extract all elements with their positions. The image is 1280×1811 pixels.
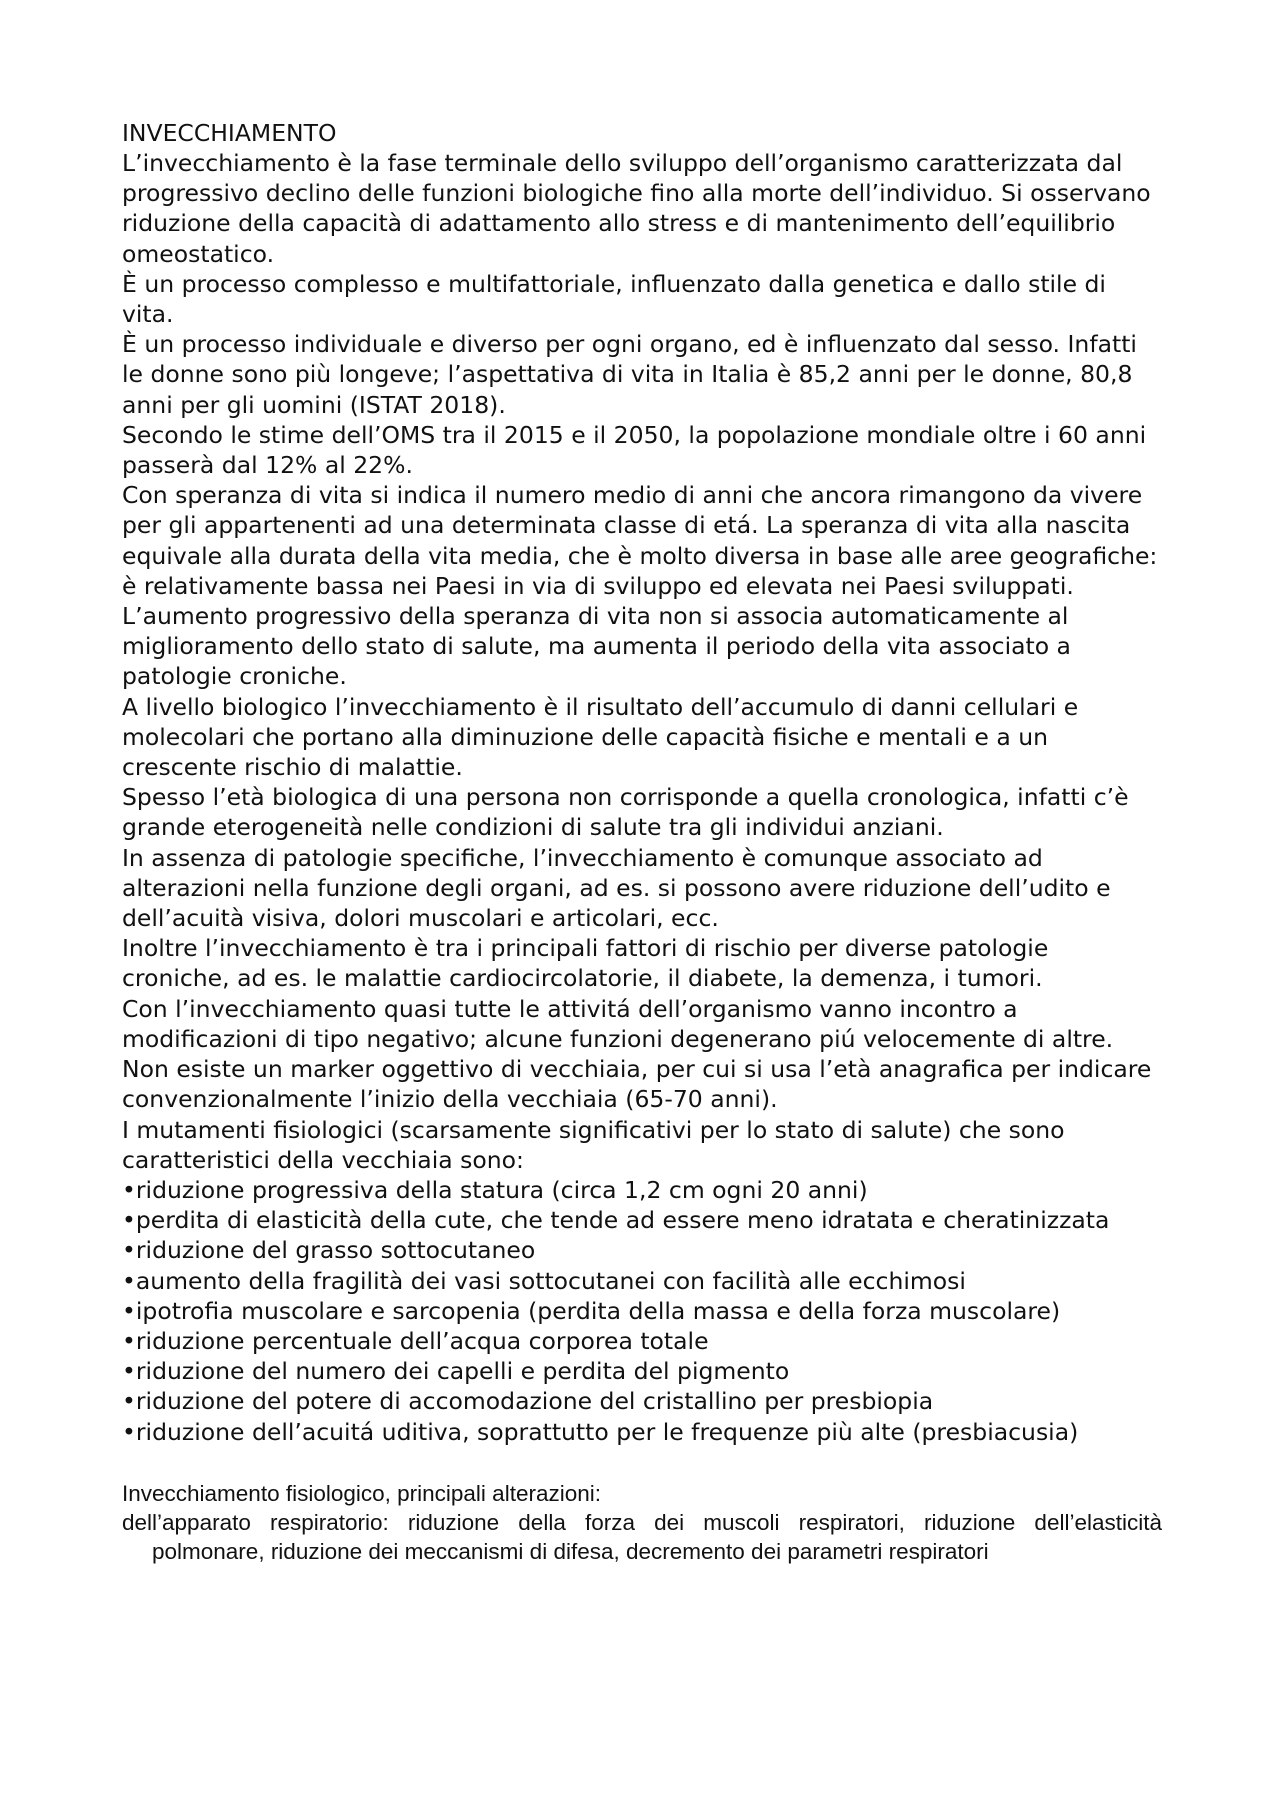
document-title: INVECCHIAMENTO — [122, 119, 337, 147]
list-item — [122, 1356, 1162, 1386]
paragraph: È un processo complesso e multifattoriale, influenzato dalla genetica e dallo stile di vita. — [122, 269, 1106, 329]
list-item-text: riduzione percentuale dell’acqua corporea totale — [135, 1326, 709, 1355]
list-item-text: riduzione progressiva della statura (circa 1,2 cm ogni 20 anni) — [135, 1175, 868, 1204]
list-item — [122, 1175, 1162, 1205]
list-item-text: riduzione del numero dei capelli e perdita del pigmento — [135, 1357, 790, 1386]
list-item-text: riduzione del grasso sottocutaneo — [135, 1236, 536, 1265]
document-page — [122, 118, 1162, 1566]
list-item-text: ipotrofia muscolare e sarcopenia (perdita della massa e della forza muscolare) — [135, 1296, 1061, 1325]
paragraph: I mutamenti fisiologici (scarsamente significativi per lo stato di salute) che sono caratteristici della vecchiaia sono: — [122, 1115, 1065, 1174]
paragraph: L’invecchiamento è la fase terminale dello sviluppo dell’organismo caratterizzata dal progressivo declino delle funzioni biologiche fino alla morte dell’individuo. Si osservano riduzione della capacità di adattamento allo stress e di mantenimento dell’equilibrio omeostatico. — [122, 149, 1151, 268]
list-item-text: aumento della fragilità dei vasi sottocutanei con facilità alle ecchimosi — [135, 1266, 966, 1295]
paragraph: Secondo le stime dell’OMS tra il 2015 e il 2050, la popolazione mondiale oltre i 60 anni passerà dal 12% al 22%. — [122, 420, 1147, 480]
respiratory-item: dell’apparato respiratorio: riduzione della forza dei muscoli respiratori, riduzione dell’elasticità polmonare, riduzione dei meccanismi di difesa, decremento dei parametri respiratori — [122, 1509, 1162, 1564]
section-heading: Invecchiamento fisiologico, principali alterazioni: — [122, 1480, 601, 1506]
paragraph: Inoltre l’invecchiamento è tra i principali fattori di rischio per diverse patologie croniche, ad es. le malattie cardiocircolatorie, il diabete, la demenza, i tumori. — [122, 934, 1049, 993]
paragraph: Con l’invecchiamento quasi tutte le attivitá dell’organismo vanno incontro a modificazioni di tipo negativo; alcune funzioni degenerano piú velocemente di altre. Non esiste un marker oggettivo di vecchiaia, per cui si usa l’età anagrafica per indicare convenzionalmente l’inizio della vecchiaia (65-70 anni). — [122, 994, 1152, 1114]
paragraph: Con speranza di vita si indica il numero medio di anni che ancora rimangono da vivere per gli appartenenti ad una determinata classe di etá. La speranza di vita alla nascita equivale alla durata della vita media, che è molto diversa in base alle aree geografiche: è relativamente bassa nei Paesi in via di sviluppo ed elevata nei Paesi sviluppati. — [122, 481, 1158, 600]
list-item — [122, 1205, 1162, 1235]
list-item-text: riduzione del potere di accomodazione del cristallino per presbiopia — [135, 1387, 934, 1416]
paragraph: In assenza di patologie specifiche, l’invecchiamento è comunque associato ad alterazioni nella funzione degli organi, ad es. si possono avere riduzione dell’udito e dell’acuità visiva, dolori muscolari e articolari, ecc. — [122, 843, 1111, 933]
list-item — [122, 1417, 1162, 1447]
paragraph: Spesso l’età biologica di una persona non corrisponde a quella cronologica, infatti c’è grande eterogeneità nelle condizioni di salute tra gli individui anziani. — [122, 783, 1129, 842]
list-item — [122, 1266, 1162, 1296]
bullet-list — [122, 1175, 1162, 1447]
list-item — [122, 1235, 1162, 1265]
document-body — [122, 148, 1162, 1447]
paragraph: È un processo individuale e diverso per ogni organo, ed è influenzato dal sesso. Infatti le donne sono più longeve; l’aspettativa di vita in Italia è 85,2 anni per le donne, 80,8 anni per gli uomini (ISTAT 2018). — [122, 330, 1137, 419]
list-item-text: perdita di elasticità della cute, che tende ad essere meno idratata e cheratinizzata — [135, 1206, 1110, 1235]
paragraph: A livello biologico l’invecchiamento è il risultato dell’accumulo di danni cellulari e molecolari che portano alla diminuzione delle capacità fisiche e mentali e a un crescente rischio di malattie. — [122, 692, 1079, 782]
list-item — [122, 1386, 1162, 1416]
list-item — [122, 1296, 1162, 1326]
paragraph: L’aumento progressivo della speranza di vita non si associa automaticamente al miglioramento dello stato di salute, ma aumenta il periodo della vita associato a patologie croniche. — [122, 602, 1071, 691]
physiological-alterations-section — [122, 1479, 1162, 1566]
list-item-text: riduzione dell’acuitá uditiva, soprattutto per le frequenze più alte (presbiacusia) — [135, 1417, 1079, 1446]
list-item — [122, 1326, 1162, 1356]
